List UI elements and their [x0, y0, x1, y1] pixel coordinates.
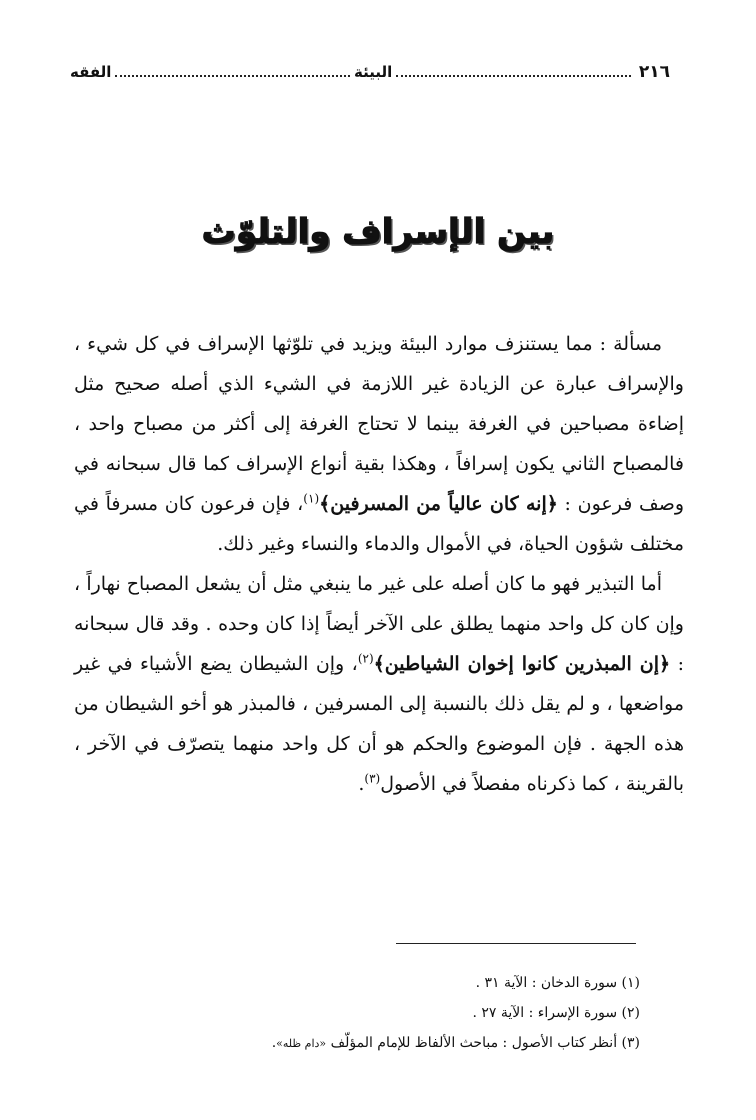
quran-quote: ﴿إن المبذرين كانوا إخوان الشياطين﴾ — [373, 653, 671, 675]
quran-quote: ﴿إنه كان عالياً من المسرفين﴾ — [319, 493, 558, 515]
footnote-separator — [396, 943, 636, 944]
paragraph-text: مسألة : مما يستنزف موارد البيئة ويزيد في تلوّثها الإسراف في كل شيء ، والإسراف عبارة عن الزيادة غير اللازمة في الشيء الذي أصله صحيح مثل إضاءة مصباحين في الغرفة بينما لا تحتاج الغرفة إلى أكثر من مصباح واحد ، فالمصباح الثاني يكون إسرافاً ، وهكذا بقية أنواع الإسراف كما قال سبحانه في وصف فرعون : — [74, 333, 684, 515]
header-book-title: الفقه — [69, 63, 112, 81]
header-dot-leader — [396, 75, 631, 77]
footnote — [200, 968, 640, 998]
footnote-text: . — [271, 1035, 277, 1051]
paragraph-text: . — [358, 773, 365, 795]
header-dot-leader — [115, 75, 350, 77]
running-header — [70, 58, 670, 86]
footnotes — [200, 968, 640, 1059]
footnote — [200, 1028, 640, 1059]
footnote-text: (٣) أنظر كتاب الأصول : مباحث الألفاظ للإمام المؤلّف — [326, 1035, 640, 1051]
footnote-text: (١) سورة الدخان : الآية ٣١ . — [475, 975, 640, 991]
paragraph-text: ، وإن الشيطان يضع الأشياء في غير مواضعها ، و لم يقل ذلك بالنسبة إلى المسرفين ، فالمبذر هو أخو الشيطان من هذه الجهة . فإن الموضوع والحكم هو أن كل واحد منهما يتصرّف في الآخر ، بالقرينة ، كما ذكرناه مفصلاً في الأصول — [74, 653, 684, 795]
page-number: ٢١٦ — [638, 62, 670, 82]
paragraph-text: ، فإن فرعون كان مسرفاً في مختلف شؤون الحياة، في الأموال والدماء والنساء وغير ذلك. — [74, 493, 684, 555]
footnote-ref: (٣) — [364, 771, 381, 786]
paragraph — [74, 564, 684, 804]
header-section-title: البيئة — [354, 63, 393, 81]
body-text — [74, 324, 684, 804]
chapter-title: بين الإسراف والتلوّث — [201, 212, 555, 252]
footnote-note: «دام ظله» — [276, 1037, 327, 1050]
footnote-text: (٢) سورة الإسراء : الآية ٢٧ . — [472, 1005, 640, 1021]
paragraph-text: أما التبذير فهو ما كان أصله على غير ما ينبغي مثل أن يشعل المصباح نهاراً ، وإن كان كل واحد منهما يطلق على الآخر أيضاً إذا كان وحده . وقد قال سبحانه : — [74, 573, 685, 675]
footnote — [200, 998, 640, 1028]
footnote-ref: (١) — [303, 491, 320, 506]
footnote-ref: (٢) — [357, 651, 374, 666]
paragraph — [74, 324, 684, 564]
